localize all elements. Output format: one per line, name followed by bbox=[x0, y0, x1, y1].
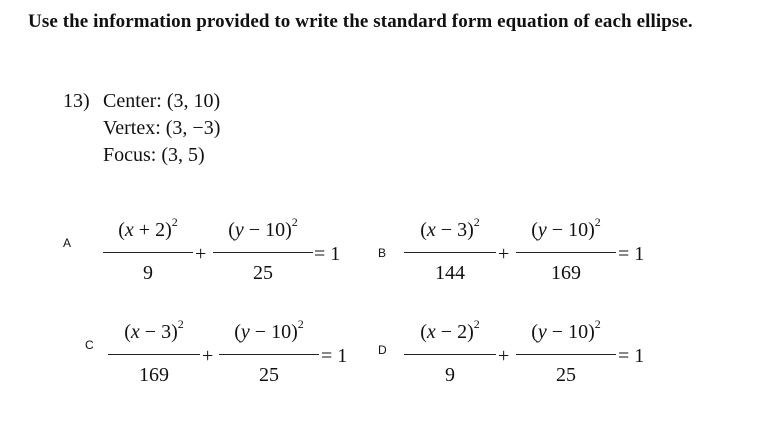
denominator: 169 bbox=[551, 262, 581, 284]
given-center: Center: (3, 10) bbox=[103, 90, 221, 112]
fraction-bar bbox=[516, 354, 616, 355]
denominator: 25 bbox=[556, 364, 576, 386]
fraction-bar bbox=[108, 354, 200, 355]
fraction-bar bbox=[516, 252, 616, 253]
plus-sign: + bbox=[498, 345, 510, 367]
fraction-bar bbox=[103, 252, 193, 253]
choice-letter: C bbox=[85, 338, 94, 352]
denominator: 9 bbox=[445, 364, 455, 386]
numerator: $(x - 2)^2$ bbox=[420, 317, 480, 343]
numerator: $(x - 3)^2$ bbox=[420, 215, 480, 241]
numerator: $(x - 3)^2$ bbox=[124, 317, 184, 343]
fraction-bar bbox=[404, 252, 496, 253]
equals-one: = 1 bbox=[314, 243, 341, 265]
numerator: $(y - 10)^2$ bbox=[531, 317, 601, 343]
denominator: 25 bbox=[259, 364, 279, 386]
denominator: 144 bbox=[435, 262, 465, 284]
equals-one: = 1 bbox=[618, 243, 645, 265]
choice-letter: B bbox=[378, 246, 387, 260]
fraction-bar bbox=[213, 252, 313, 253]
fraction-bar bbox=[219, 354, 319, 355]
plus-sign: + bbox=[202, 345, 214, 367]
fraction-bar bbox=[404, 354, 496, 355]
problem-number: 13) bbox=[63, 90, 90, 112]
given-vertex: Vertex: (3, −3) bbox=[103, 117, 221, 139]
instructions: Use the information provided to write the standard form equation of each ellipse. bbox=[28, 11, 693, 32]
plus-sign: + bbox=[195, 243, 207, 265]
equals-one: = 1 bbox=[618, 345, 645, 367]
numerator: $(y - 10)^2$ bbox=[531, 215, 601, 241]
denominator: 169 bbox=[139, 364, 169, 386]
equals-one: = 1 bbox=[321, 345, 348, 367]
numerator: $(x + 2)^2$ bbox=[118, 215, 178, 241]
numerator: $(y - 10)^2$ bbox=[228, 215, 298, 241]
choice-letter: A bbox=[63, 236, 72, 250]
denominator: 9 bbox=[143, 262, 153, 284]
given-focus: Focus: (3, 5) bbox=[103, 144, 205, 166]
numerator: $(y - 10)^2$ bbox=[234, 317, 304, 343]
choice-letter: D bbox=[378, 343, 387, 357]
plus-sign: + bbox=[498, 243, 510, 265]
denominator: 25 bbox=[253, 262, 273, 284]
